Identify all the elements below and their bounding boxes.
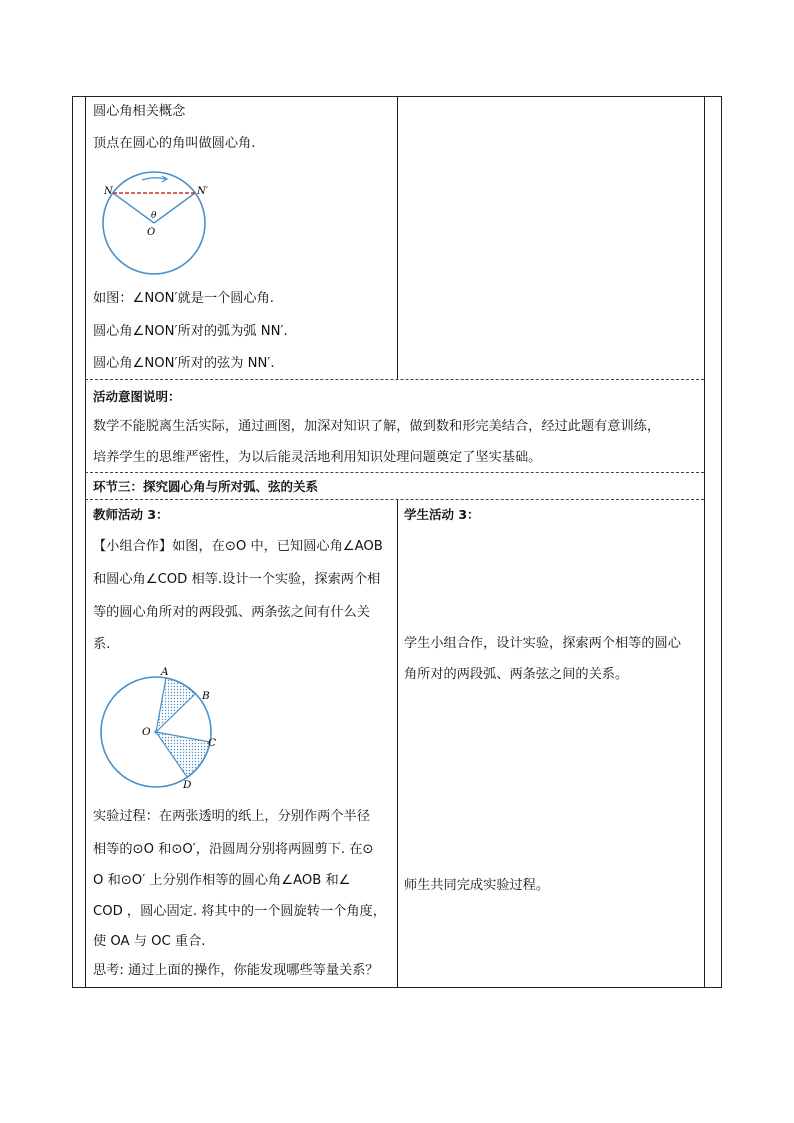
central-angle-diagram [96,170,246,280]
sector-aob [156,678,195,732]
equal-angles-diagram [95,664,255,794]
experiment-line4: COD ，圆心固定. 将其中的一个圆旋转一个角度， [93,904,386,919]
center-point-o [154,730,157,733]
concept-example: 如图：∠NON′就是一个圆心角. [93,291,274,306]
thinking-question: 思考: 通过上面的操作，你能发现哪些等量关系？ [93,963,379,978]
concept-definition: 顶点在圆心的角叫做圆心角. [93,136,256,151]
row-divider-2 [85,472,704,473]
label-n-prime: N′ [197,186,209,197]
intent-body-line1: 数学不能脱离生活实际，通过画图，加深对知识了解，做到数和形完美结合，经过此题有意训练， [93,419,661,434]
concept-chord: 圆心角∠NON′所对的弦为 NN′. [93,356,275,371]
label-d: D [183,779,192,791]
label-o: O [147,227,156,238]
teacher-task-line4: 系. [93,637,111,652]
student-activity-line2: 角所对的两段弧、两条弦之间的关系。 [404,667,629,682]
column-divider-bottom [397,499,398,988]
student-heading: 学生活动 3： [404,507,480,522]
student-activity-line3: 师生共同完成实验过程。 [404,878,550,893]
diagram1-radius-onprime [154,193,195,223]
experiment-line5: 使 OA 与 OC 重合. [93,934,206,949]
teacher-heading: 教师活动 3： [93,507,169,522]
label-a: A [161,666,169,678]
sector-cod [156,732,210,777]
teacher-task-line1: 【小组合作】如图，在⊙O 中，已知圆心角∠AOB [93,539,383,554]
student-activity-line1: 学生小组合作，设计实验，探索两个相等的圆心 [404,636,681,651]
intent-body-line2: 培养学生的思维严密性，为以后能灵活地利用知识处理问题奠定了坚实基础。 [93,450,542,465]
experiment-line3: O 和⊙O′ 上分别作相等的圆心角∠AOB 和∠ [93,873,351,888]
row-divider-1 [85,379,704,380]
concept-arc: 圆心角∠NON′所对的弧为弧 NN′. [93,324,288,339]
label-c: C [208,737,217,749]
diagram1-radius-on [113,193,154,223]
teacher-task-line2: 和圆心角∠COD 相等.设计一个实验，探索两个相 [93,572,381,587]
experiment-line1: 实验过程：在两张透明的纸上，分别作两个半径 [93,809,370,824]
label-theta: θ [151,211,157,221]
stage3-heading: 环节三：探究圆心角与所对弧、弦的关系 [93,479,319,494]
label-b: B [202,690,210,702]
label-n: N [104,186,113,197]
table-left-inner-rule [85,96,86,988]
teacher-task-line3: 等的圆心角所对的两段弧、两条弦之间有什么关 [93,605,370,620]
intent-heading: 活动意图说明： [93,389,181,404]
table-right-inner-rule [704,96,705,988]
column-divider-top [397,96,398,379]
label-o2: O [142,726,151,738]
experiment-line2: 相等的⊙O 和⊙O′，沿圆周分别将两圆剪下. 在⊙ [93,842,374,857]
row-divider-3 [85,499,704,500]
diagram1-rotation-arrow [142,178,166,180]
concept-title: 圆心角相关概念 [93,104,186,119]
